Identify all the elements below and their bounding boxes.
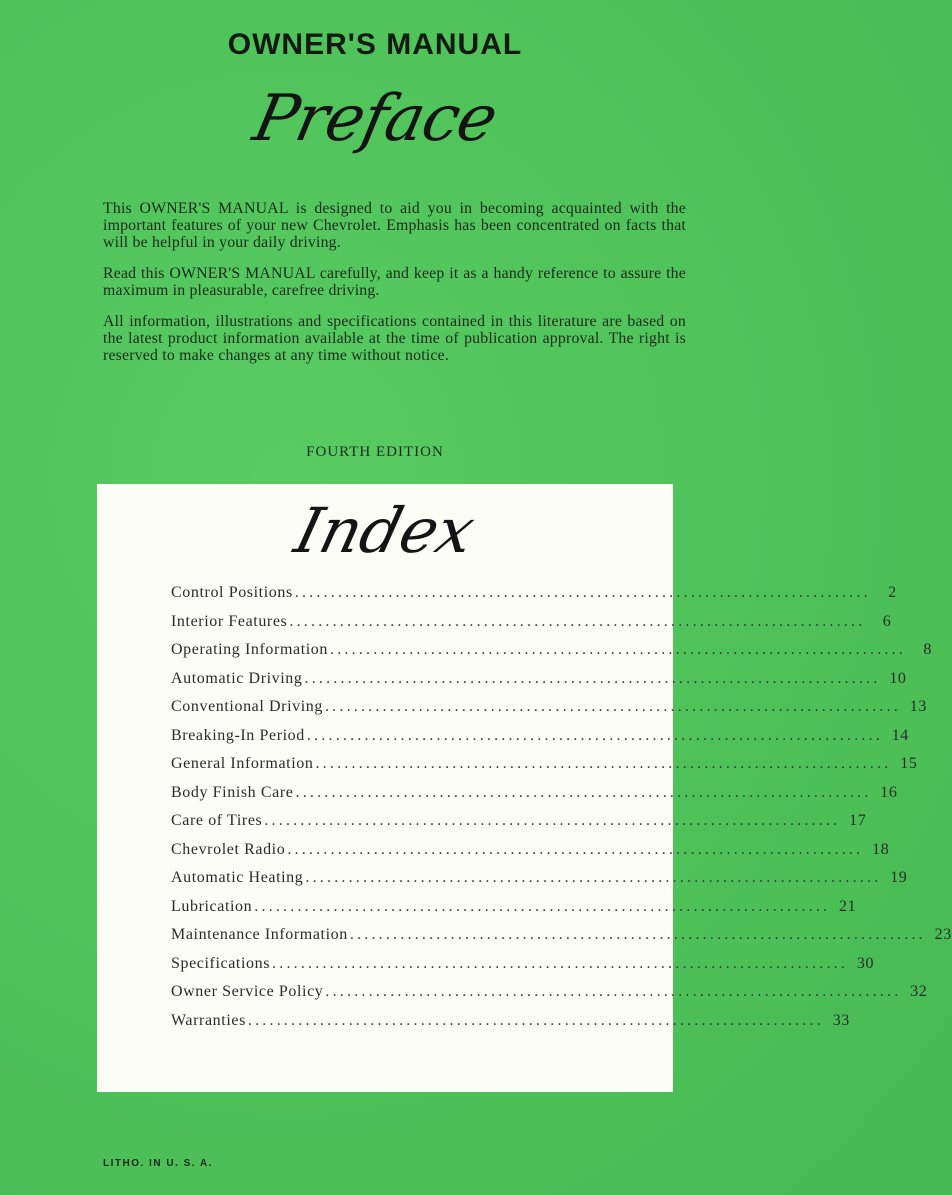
- index-entry-page: 14: [891, 726, 909, 744]
- index-entry-label: Operating Information: [171, 641, 328, 658]
- index-entry-label: Warranties: [171, 1011, 246, 1029]
- index-entry-label: Care of Tires: [171, 812, 263, 829]
- index-entry: [171, 954, 875, 984]
- dot-leader: ................................................................................: [306, 726, 883, 744]
- dot-leader: ................................................................................: [315, 755, 892, 772]
- index-entry: [171, 755, 918, 784]
- dot-leader: ................................................................................: [254, 897, 831, 915]
- dot-leader: ................................................................................: [287, 840, 864, 858]
- index-entry-page: 33: [832, 1011, 850, 1029]
- index-entry-page: 18: [872, 840, 890, 858]
- index-entry-label: Specifications: [171, 954, 271, 972]
- index-entry-label: Owner Service Policy: [171, 983, 324, 1000]
- dot-leader: ................................................................................: [294, 584, 871, 601]
- index-entry-page: 6: [882, 612, 892, 630]
- preface-paragraph-3: All information, illustrations and specifications contained in this literature are based on the latest product information available at the time of publication approval. The right is reserved to make changes at any time without notice.: [103, 313, 686, 364]
- index-entry-label: Breaking-In Period: [171, 726, 305, 744]
- index-entry-label: General Information: [171, 755, 314, 772]
- dot-leader: ................................................................................: [304, 669, 881, 687]
- dot-leader: ................................................................................: [349, 926, 926, 943]
- index-entry: [171, 1011, 850, 1041]
- index-entry: [171, 698, 927, 727]
- index-entry-page: 23: [934, 926, 952, 943]
- printing-imprint: LITHO. IN U. S. A.: [103, 1158, 213, 1169]
- index-entry-label: Body Finish Care: [171, 783, 294, 801]
- dot-leader: ................................................................................: [247, 1011, 824, 1029]
- dot-leader: ................................................................................: [324, 698, 901, 715]
- index-heading: Index: [288, 494, 482, 567]
- index-entry-label: Interior Features: [171, 612, 288, 630]
- index-entry-page: 19: [890, 869, 908, 886]
- index-entry-page: 32: [910, 983, 928, 1000]
- index-entry: [171, 869, 908, 898]
- index-entry-label: Automatic Driving: [171, 669, 303, 687]
- index-entry: [171, 641, 932, 670]
- preface-paragraph-2: Read this OWNER'S MANUAL carefully, and keep it as a handy reference to assure the maximum in pleasurable, carefree driving.: [103, 265, 686, 299]
- index-entry: [171, 612, 892, 642]
- index-entry-label: Conventional Driving: [171, 698, 323, 715]
- index-entry-page: 30: [856, 954, 875, 972]
- dot-leader: ................................................................................: [325, 983, 902, 1000]
- index-entry-label: Chevrolet Radio: [171, 840, 286, 858]
- dot-leader: ................................................................................: [289, 612, 866, 630]
- index-entry-label: Control Positions: [171, 584, 293, 601]
- index-entry-label: Automatic Heating: [171, 869, 304, 886]
- dot-leader: ................................................................................: [272, 954, 849, 972]
- dot-leader: ................................................................................: [305, 869, 882, 886]
- index-entry: [171, 926, 952, 955]
- index-entry-page: 21: [839, 897, 857, 915]
- preface-heading: Preface: [247, 82, 503, 156]
- index-entry: [171, 840, 890, 870]
- index-entry: [171, 783, 898, 813]
- dot-leader: ................................................................................: [330, 641, 906, 658]
- index-entry-label: Lubrication: [171, 897, 253, 915]
- index-entry-page: 2: [888, 584, 897, 601]
- index-entry-page: 15: [900, 755, 918, 772]
- index-entry: [171, 726, 909, 756]
- dot-leader: ................................................................................: [264, 812, 841, 829]
- index-entry: [171, 897, 857, 927]
- index-entry: [171, 584, 897, 613]
- index-entry: [171, 983, 928, 1012]
- preface-body: [103, 200, 686, 378]
- index-list: [171, 584, 952, 1040]
- manual-title: OWNER'S MANUAL: [227, 28, 523, 61]
- index-entry-page: 16: [880, 783, 898, 801]
- edition-label: FOURTH EDITION: [306, 444, 444, 460]
- index-panel: [97, 484, 952, 1092]
- index-entry-page: 8: [923, 641, 932, 658]
- dot-leader: ................................................................................: [295, 783, 872, 801]
- index-entry-page: 10: [889, 669, 907, 687]
- index-entry: [171, 812, 867, 841]
- preface-paragraph-1: This OWNER'S MANUAL is designed to aid you in becoming acquainted with the important features of your new Chevrolet. Emphasis has been concentrated on facts that will be helpful in your daily driving.: [103, 200, 686, 251]
- index-entry-label: Maintenance Information: [171, 926, 348, 943]
- index-entry-page: 13: [909, 698, 927, 715]
- index-entry: [171, 669, 907, 699]
- index-entry-page: 17: [849, 812, 867, 829]
